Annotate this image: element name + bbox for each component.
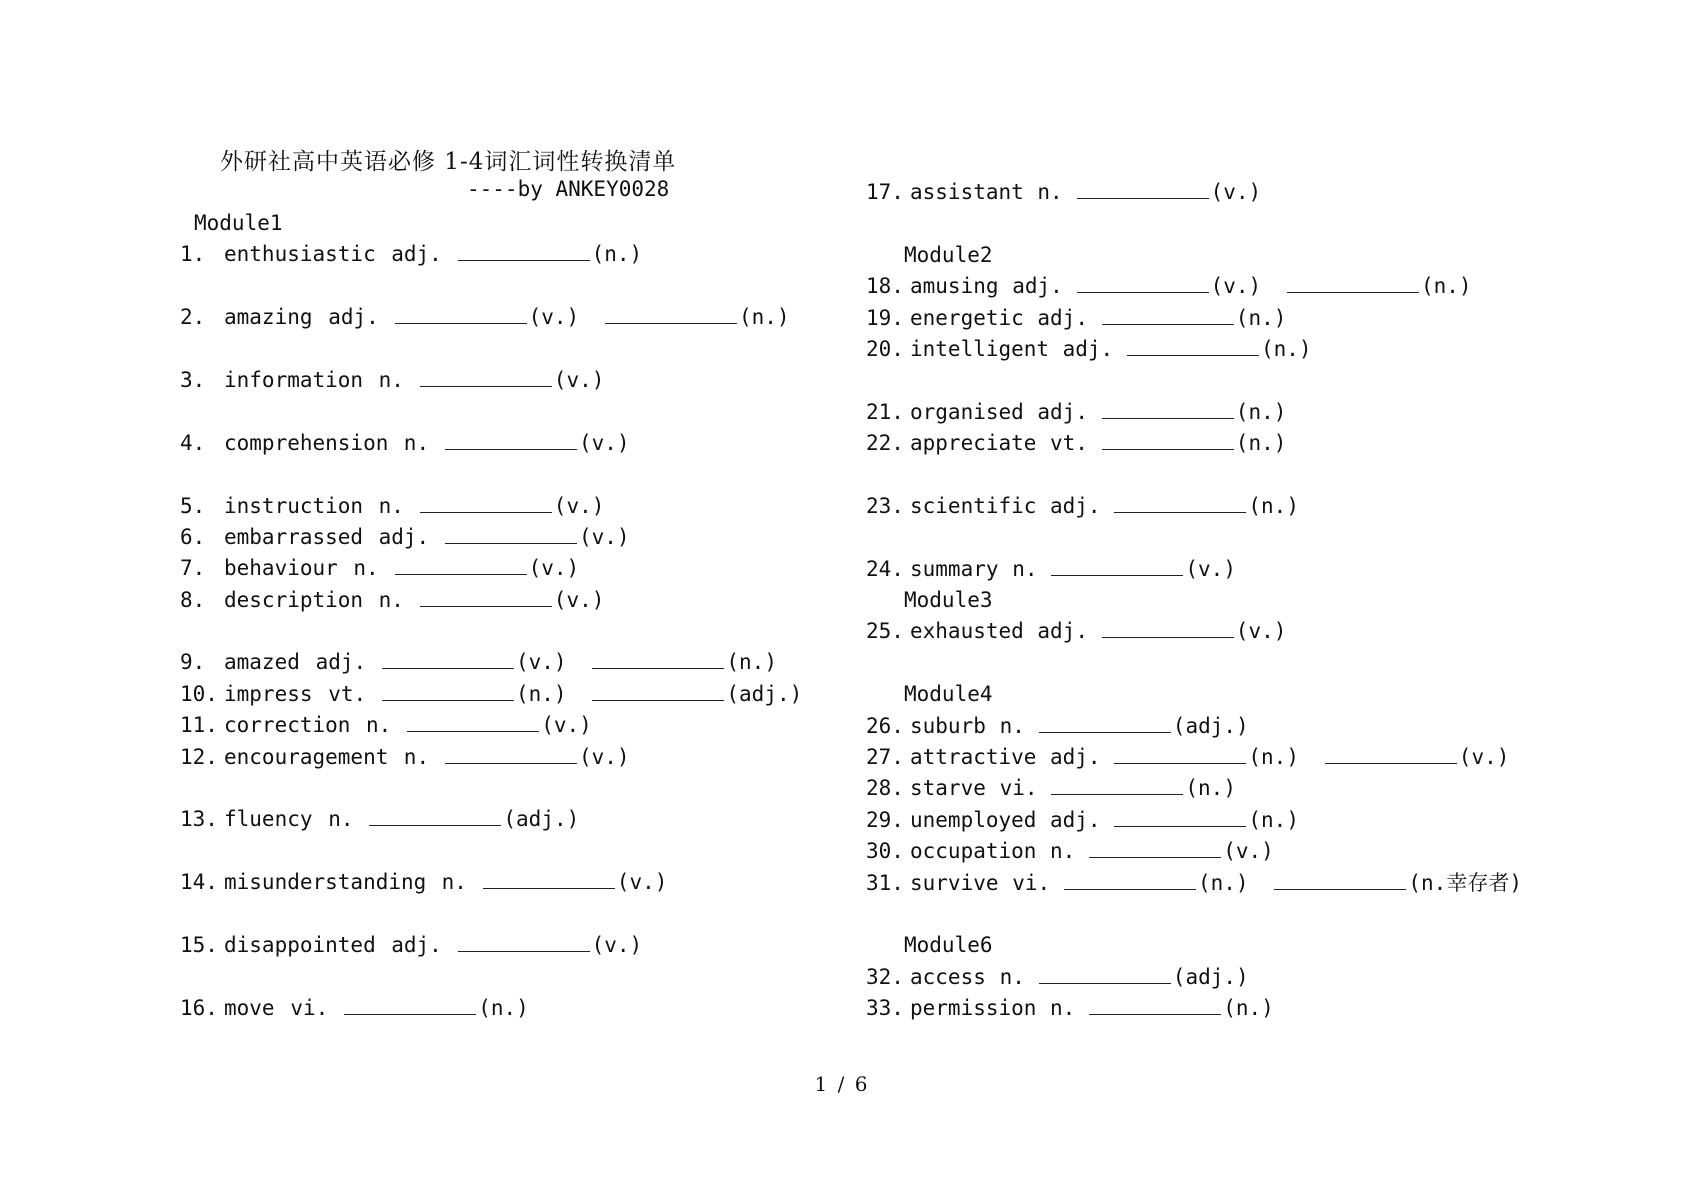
target-pos-label: (n.) xyxy=(1235,399,1287,424)
target-pos-label: (v.) xyxy=(579,524,630,549)
spacer-row xyxy=(866,208,1626,239)
vocab-row xyxy=(180,710,840,741)
target-pos-label: (n.) xyxy=(739,305,790,330)
part-of-speech: n. xyxy=(378,587,404,612)
target-pos-label: (n.) xyxy=(1185,776,1236,801)
item-number: 12. xyxy=(180,744,218,769)
part-of-speech: n. xyxy=(378,367,404,392)
part-of-speech: n. xyxy=(403,430,430,455)
target-pos-label: (v.) xyxy=(1185,556,1236,581)
item-number: 26. xyxy=(866,713,904,738)
vocab-word: encouragement xyxy=(224,744,389,769)
answer-blank[interactable] xyxy=(1114,763,1246,764)
part-of-speech: n. xyxy=(1037,180,1063,204)
part-of-speech: n. xyxy=(999,713,1025,738)
item-number: 5. xyxy=(180,493,206,518)
vocab-row xyxy=(180,804,840,835)
vocab-row xyxy=(866,616,1626,647)
vocab-word: disappointed xyxy=(224,932,376,957)
item-number: 30. xyxy=(866,839,904,864)
vocab-word: unemployed xyxy=(910,807,1037,832)
vocab-row xyxy=(866,177,1626,208)
answer-blank[interactable] xyxy=(458,260,590,261)
right-column xyxy=(866,177,1626,1025)
target-pos-label: (v.) xyxy=(553,587,605,612)
vocab-row xyxy=(866,868,1626,899)
target-pos-label: (n.幸存者) xyxy=(1408,870,1522,895)
vocab-row xyxy=(866,554,1626,585)
left-column xyxy=(180,208,840,1024)
target-pos-label: (v.) xyxy=(528,556,580,581)
target-pos-label: (v.) xyxy=(616,870,668,895)
vocab-word: occupation xyxy=(910,839,1037,864)
vocab-row xyxy=(866,303,1626,334)
target-pos-label: (v.) xyxy=(579,430,630,455)
part-of-speech: adj. xyxy=(1050,745,1101,770)
item-number: 24. xyxy=(866,556,904,581)
module-heading: Module1 xyxy=(194,211,283,235)
target-pos-label: (v.) xyxy=(541,713,592,738)
vocab-word: survive xyxy=(910,870,999,895)
target-pos-label: (v.) xyxy=(553,493,605,518)
part-of-speech: adj. xyxy=(1062,336,1114,361)
part-of-speech: n. xyxy=(378,493,404,518)
answer-blank[interactable] xyxy=(395,574,527,575)
part-of-speech: adj. xyxy=(1050,807,1101,832)
vocab-row xyxy=(866,742,1626,773)
answer-blank[interactable] xyxy=(1127,355,1259,356)
vocab-row xyxy=(180,867,840,898)
part-of-speech: adj. xyxy=(315,650,367,675)
module-heading: Module3 xyxy=(904,588,993,613)
module-heading: Module4 xyxy=(904,682,993,707)
answer-blank[interactable] xyxy=(1114,512,1246,513)
vocab-word: assistant xyxy=(910,180,1024,204)
answer-blank[interactable] xyxy=(369,825,501,826)
target-pos-label: (v.) xyxy=(528,305,580,330)
item-number: 28. xyxy=(866,776,904,801)
part-of-speech: n. xyxy=(441,870,467,895)
answer-blank[interactable] xyxy=(605,323,737,324)
item-number: 20. xyxy=(866,336,904,361)
vocab-word: misunderstanding xyxy=(224,870,427,895)
answer-blank[interactable] xyxy=(1039,983,1171,984)
item-number: 18. xyxy=(866,274,904,299)
spacer-row xyxy=(180,459,840,490)
target-pos-label: (v.) xyxy=(516,650,567,675)
item-number: 22. xyxy=(866,431,904,456)
spacer-row xyxy=(866,460,1626,491)
target-pos-label: (v.) xyxy=(1235,619,1287,644)
vocab-word: access xyxy=(910,964,986,989)
module-heading-row xyxy=(180,208,840,239)
target-pos-label: (n.) xyxy=(726,650,777,675)
spacer-row xyxy=(180,334,840,365)
item-number: 9. xyxy=(180,650,206,675)
vocab-row xyxy=(180,428,840,459)
vocab-word: summary xyxy=(910,556,999,581)
answer-blank[interactable] xyxy=(1051,575,1183,576)
vocab-word: scientific xyxy=(910,493,1037,518)
part-of-speech: adj. xyxy=(1050,493,1101,518)
answer-blank[interactable] xyxy=(445,543,577,544)
target-pos-label: (v.) xyxy=(1223,839,1274,864)
target-pos-label: (n.) xyxy=(1248,745,1299,770)
vocab-word: permission xyxy=(910,996,1037,1021)
part-of-speech: adj. xyxy=(1012,274,1063,299)
vocab-word: organised xyxy=(910,399,1024,424)
answer-blank[interactable] xyxy=(382,668,514,669)
item-number: 27. xyxy=(866,745,904,770)
spacer-row xyxy=(180,396,840,427)
vocab-word: enthusiastic xyxy=(224,242,376,267)
vocab-word: intelligent xyxy=(910,336,1050,361)
target-pos-label: (n.) xyxy=(478,995,529,1020)
answer-blank[interactable] xyxy=(592,700,724,701)
vocab-word: attractive xyxy=(910,745,1037,770)
part-of-speech: adj. xyxy=(391,242,442,267)
item-number: 3. xyxy=(180,367,206,392)
target-pos-label: (n.) xyxy=(1261,336,1312,361)
target-pos-label: (v.) xyxy=(579,744,630,769)
document-title: 外研社高中英语必修 1-4词汇词性转换清单 xyxy=(220,149,677,175)
answer-blank[interactable] xyxy=(420,606,552,607)
item-number: 33. xyxy=(866,996,904,1021)
item-number: 4. xyxy=(180,430,206,455)
answer-blank[interactable] xyxy=(1089,1014,1221,1015)
vocab-row xyxy=(180,491,840,522)
answer-blank[interactable] xyxy=(1274,889,1406,890)
part-of-speech: n. xyxy=(1050,839,1076,864)
vocab-word: amusing xyxy=(910,274,999,299)
spacer-row xyxy=(866,899,1626,930)
answer-blank[interactable] xyxy=(445,763,577,764)
part-of-speech: n. xyxy=(999,964,1025,989)
target-pos-label: (n.) xyxy=(1248,807,1299,832)
answer-blank[interactable] xyxy=(395,323,527,324)
target-pos-label: (n.) xyxy=(1198,870,1249,895)
vocab-word: appreciate xyxy=(910,431,1037,456)
vocab-word: information xyxy=(224,367,364,392)
vocab-word: amazed xyxy=(224,650,300,675)
spacer-row xyxy=(180,773,840,804)
item-number: 32. xyxy=(866,964,904,989)
vocab-row xyxy=(180,585,840,616)
vocab-word: fluency xyxy=(224,807,313,832)
item-number: 19. xyxy=(866,305,904,330)
answer-blank[interactable] xyxy=(382,700,514,701)
module-heading-row xyxy=(866,240,1626,271)
target-pos-label: (v.) xyxy=(1210,180,1262,204)
part-of-speech: adj. xyxy=(391,932,442,957)
answer-blank[interactable] xyxy=(420,386,552,387)
part-of-speech: vi. xyxy=(290,995,329,1020)
item-number: 13. xyxy=(180,807,218,832)
spacer-row xyxy=(180,961,840,992)
item-number: 14. xyxy=(180,870,218,895)
module-heading: Module6 xyxy=(904,933,993,958)
answer-blank[interactable] xyxy=(1102,324,1234,325)
vocab-row xyxy=(866,491,1626,522)
page-number: 1 / 6 xyxy=(814,1072,870,1096)
vocab-row xyxy=(180,239,840,270)
vocab-row xyxy=(866,962,1626,993)
answer-blank[interactable] xyxy=(1051,794,1183,795)
target-pos-label: (n.) xyxy=(1235,431,1287,456)
part-of-speech: adj. xyxy=(1037,619,1088,644)
vocab-word: energetic xyxy=(910,305,1024,330)
vocab-row xyxy=(866,836,1626,867)
part-of-speech: vi. xyxy=(999,776,1038,801)
item-number: 25. xyxy=(866,619,904,644)
answer-blank[interactable] xyxy=(420,512,552,513)
part-of-speech: n. xyxy=(366,713,392,738)
vocab-row xyxy=(180,365,840,396)
item-number: 23. xyxy=(866,493,904,518)
part-of-speech: adj. xyxy=(1037,399,1088,424)
vocab-row xyxy=(866,805,1626,836)
spacer-row xyxy=(866,522,1626,553)
item-number: 31. xyxy=(866,870,904,895)
vocab-row xyxy=(180,930,840,961)
vocab-row xyxy=(180,993,840,1024)
answer-blank[interactable] xyxy=(1287,292,1419,293)
spacer-row xyxy=(180,899,840,930)
answer-blank[interactable] xyxy=(592,668,724,669)
part-of-speech: n. xyxy=(328,807,354,832)
vocab-row xyxy=(180,553,840,584)
vocab-row xyxy=(866,271,1626,302)
vocab-word: embarrassed xyxy=(224,524,364,549)
vocab-row xyxy=(866,334,1626,365)
spacer-row xyxy=(180,616,840,647)
item-number: 1. xyxy=(180,242,206,267)
item-number: 16. xyxy=(180,995,218,1020)
part-of-speech: adj. xyxy=(378,524,430,549)
vocab-row xyxy=(180,522,840,553)
part-of-speech: vi. xyxy=(1012,870,1051,895)
part-of-speech: vt. xyxy=(328,681,367,706)
vocab-word: comprehension xyxy=(224,430,389,455)
answer-blank[interactable] xyxy=(344,1014,476,1015)
answer-blank[interactable] xyxy=(1102,418,1234,419)
answer-blank[interactable] xyxy=(1064,889,1196,890)
part-of-speech: n. xyxy=(1012,556,1038,581)
vocab-word: move xyxy=(224,995,275,1020)
answer-blank[interactable] xyxy=(1077,292,1209,293)
answer-blank[interactable] xyxy=(1102,449,1234,450)
vocab-word: correction xyxy=(224,713,351,738)
target-pos-label: (n.) xyxy=(1248,493,1299,518)
target-pos-label: (v.) xyxy=(553,367,605,392)
vocab-row xyxy=(866,428,1626,459)
item-number: 21. xyxy=(866,399,904,424)
part-of-speech: n. xyxy=(353,556,379,581)
answer-blank[interactable] xyxy=(445,449,577,450)
answer-blank[interactable] xyxy=(1089,857,1221,858)
vocab-word: impress xyxy=(224,681,313,706)
part-of-speech: n. xyxy=(403,744,430,769)
spacer-row xyxy=(180,271,840,302)
module-heading-row xyxy=(866,930,1626,961)
item-number: 29. xyxy=(866,807,904,832)
target-pos-label: (n.) xyxy=(1223,996,1274,1021)
answer-blank[interactable] xyxy=(1102,637,1234,638)
target-pos-label: (v.) xyxy=(591,932,643,957)
target-pos-label: (adj.) xyxy=(726,681,803,706)
target-pos-label: (n.) xyxy=(1235,305,1287,330)
item-number: 7. xyxy=(180,556,206,581)
spacer-row xyxy=(866,365,1626,396)
part-of-speech: n. xyxy=(1050,996,1076,1021)
vocab-row xyxy=(866,397,1626,428)
answer-blank[interactable] xyxy=(1325,763,1457,764)
target-pos-label: (adj.) xyxy=(503,807,580,832)
item-number: 2. xyxy=(180,305,206,330)
answer-blank[interactable] xyxy=(1039,732,1171,733)
vocab-row xyxy=(180,302,840,333)
vocab-word: description xyxy=(224,587,364,612)
item-number: 6. xyxy=(180,524,206,549)
item-number: 11. xyxy=(180,713,218,738)
document-byline: ----by ANKEY0028 xyxy=(467,177,670,201)
answer-blank[interactable] xyxy=(1114,826,1246,827)
part-of-speech: vt. xyxy=(1050,431,1088,456)
vocab-row xyxy=(866,993,1626,1024)
vocab-word: starve xyxy=(910,776,986,801)
target-pos-label: (n.) xyxy=(516,681,567,706)
item-number: 8. xyxy=(180,587,206,612)
answer-blank[interactable] xyxy=(483,888,615,889)
vocab-row xyxy=(866,711,1626,742)
vocab-row xyxy=(180,647,840,678)
vocab-word: amazing xyxy=(224,305,313,330)
part-of-speech: adj. xyxy=(328,305,379,330)
target-pos-label: (adj.) xyxy=(1172,713,1249,738)
target-pos-label: (n.) xyxy=(591,242,643,267)
answer-blank[interactable] xyxy=(407,731,539,732)
vocab-row xyxy=(180,742,840,773)
spacer-row xyxy=(180,836,840,867)
vocab-row xyxy=(180,679,840,710)
target-pos-label: (v.) xyxy=(1210,274,1262,299)
answer-blank[interactable] xyxy=(458,951,590,952)
vocab-word: suburb xyxy=(910,713,986,738)
module-heading: Module2 xyxy=(904,242,993,267)
item-number: 10. xyxy=(180,681,218,706)
vocab-word: instruction xyxy=(224,493,364,518)
target-pos-label: (v.) xyxy=(1458,745,1510,770)
item-number: 17. xyxy=(866,180,904,204)
vocab-row xyxy=(866,773,1626,804)
module-heading-row xyxy=(866,679,1626,710)
item-number: 15. xyxy=(180,932,218,957)
module-heading-row xyxy=(866,585,1626,616)
answer-blank[interactable] xyxy=(1077,198,1209,199)
target-pos-label: (adj.) xyxy=(1172,964,1249,989)
part-of-speech: adj. xyxy=(1037,305,1088,330)
spacer-row xyxy=(866,648,1626,679)
target-pos-label: (n.) xyxy=(1421,274,1472,299)
vocab-word: exhausted xyxy=(910,619,1024,644)
vocab-word: behaviour xyxy=(224,556,338,581)
